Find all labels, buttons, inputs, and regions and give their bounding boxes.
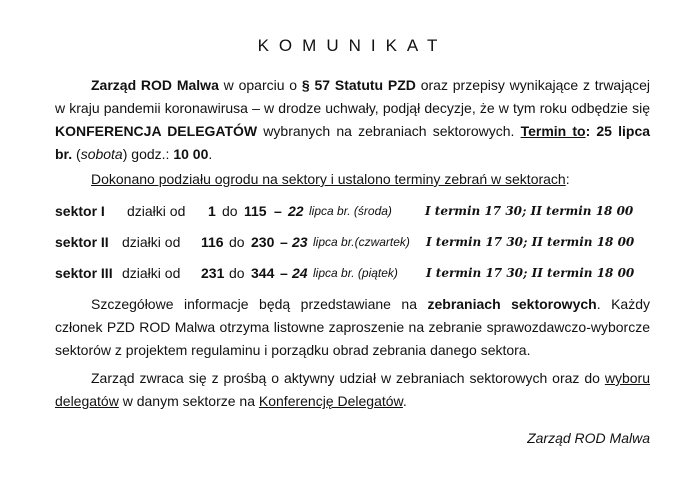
sector-day: 22 bbox=[288, 203, 304, 219]
sector-plot-to: 115 bbox=[244, 203, 267, 219]
sector-date: lipca br.(czwartek) bbox=[313, 235, 410, 249]
term-month: lipca br. bbox=[55, 123, 651, 162]
sector-terms: I termin 17 30; II termin 18 00 bbox=[425, 204, 634, 218]
conference-name: KONFERENCJA DELEGATÓW bbox=[55, 123, 258, 139]
sector-plots-label: działki od bbox=[127, 203, 186, 219]
sector-terms: I termin 17 30; II termin 18 00 bbox=[426, 266, 635, 280]
signature: Zarząd ROD Malwa bbox=[527, 430, 650, 446]
term-day: : 25 bbox=[585, 123, 612, 139]
sector-day: 24 bbox=[292, 265, 308, 281]
sector-plot-to: 344 bbox=[251, 265, 275, 281]
sector-meetings-emphasis: zebraniach sektorowych bbox=[427, 296, 597, 312]
sector-date: lipca br. (środa) bbox=[309, 204, 392, 218]
sector-plot-from: 116 bbox=[201, 234, 224, 250]
sector-plots-label: działki od bbox=[122, 265, 181, 281]
paragraph-appeal: Zarząd zwraca się z prośbą o aktywny udział w zebraniach sektorowych oraz do wyboru delegatów w danym sektorze na Konferencję Delegatów. bbox=[55, 370, 650, 409]
sector-label: sektor III bbox=[55, 265, 113, 281]
sector-terms: I termin 17 30; II termin 18 00 bbox=[426, 235, 635, 249]
term-hour: 10 00 bbox=[173, 146, 209, 162]
sector-plots-label: działki od bbox=[122, 234, 181, 250]
document-title: KOMUNIKAT bbox=[257, 36, 448, 55]
board-name: Zarząd ROD Malwa bbox=[91, 77, 219, 93]
sector-label: sektor I bbox=[55, 203, 105, 219]
paragraph-announcement: Zarząd ROD Malwa w oparciu o § 57 Statutu PZD oraz przepisy wynikające z trwającej w kraju pandemii koronawirusa – w drodze uchwały, podjął decyzje, że w tym roku odbędzie się KONFERENCJA DELEGATÓW wybranych na zebraniach sektorowych. Termin to: 25 lipca br. (sobota) godz.: 10 00. bbox=[55, 77, 651, 162]
delegates-election-link-text: wyboru delegatów bbox=[55, 370, 650, 409]
sector-date: lipca br. (piątek) bbox=[313, 266, 398, 280]
paragraph-details: Szczegółowe informacje będą przedstawiane na zebraniach sektorowych. Każdy członek PZD ROD Malwa otrzyma listowne zaproszenie na zebranie sprawozdawczo-wyborcze sektorów z projektem regulaminu i porządku obrad zebrania danego sektora. bbox=[55, 296, 650, 358]
paragraph-sectors-intro: Dokonano podziału ogrodu na sektory i ustalono terminy zebrań w sektorach: bbox=[91, 171, 570, 187]
term-weekday: sobota bbox=[80, 146, 123, 162]
sector-plot-from: 231 bbox=[201, 265, 225, 281]
sector-plot-to: 230 bbox=[251, 234, 275, 250]
sectors-intro-text: Dokonano podziału ogrodu na sektory i ustalono terminy zebrań w sektorach bbox=[91, 171, 566, 187]
sector-day: 23 bbox=[292, 234, 308, 250]
sector-plot-from: 1 bbox=[208, 203, 216, 219]
sector-label: sektor II bbox=[55, 234, 109, 250]
conference-underlined-text: Konferencję Delegatów bbox=[258, 393, 403, 409]
statute-reference: § 57 Statutu PZD bbox=[301, 77, 416, 93]
document-page: KOMUNIKAT Zarząd ROD Malwa w oparciu o § 57 Statutu PZD oraz przepisy wynikające z trwającej w kraju pandemii koronawirusa – w drodze uchwały, podjął decyzje, że w tym roku odbędzie się KONFERENCJA DELEGATÓW wybranych na zebraniach sektorowych. Termin to: 25 lipca br. (sobota) godz.: 10 00. Dokonano podziału ogrodu na sektory i ustalono terminy zebrań w sektorach: sektor I działki od 1 do 115 – 22 lipca br. (środa) I termin 17 30; II termin 18 00 sektor II działki od 116 do 230 – 23 lipca br.(czwartek) I termin 17 30; II termin 18 00 sektor III działki od 231 do 344 – 24 lipca br. (piątek) I termin 17 30; II termin 18 00 Szczegółowe informacje będą przedstawiane na zebraniach sektorowych. Każdy członek PZD ROD Malwa otrzyma listowne zaproszenie na zebranie sprawozdawczo-wyborcze sektorów z projektem regulaminu i porządku obrad zebrania danego sektora. Zarząd zwraca się z prośbą o aktywny udział w zebraniach sektorowych oraz do wyboru delegatów w danym sektorze na Konferencję Delegatów. Zarząd ROD Malwa bbox=[55, 36, 651, 446]
term-label: Termin to bbox=[520, 123, 586, 139]
